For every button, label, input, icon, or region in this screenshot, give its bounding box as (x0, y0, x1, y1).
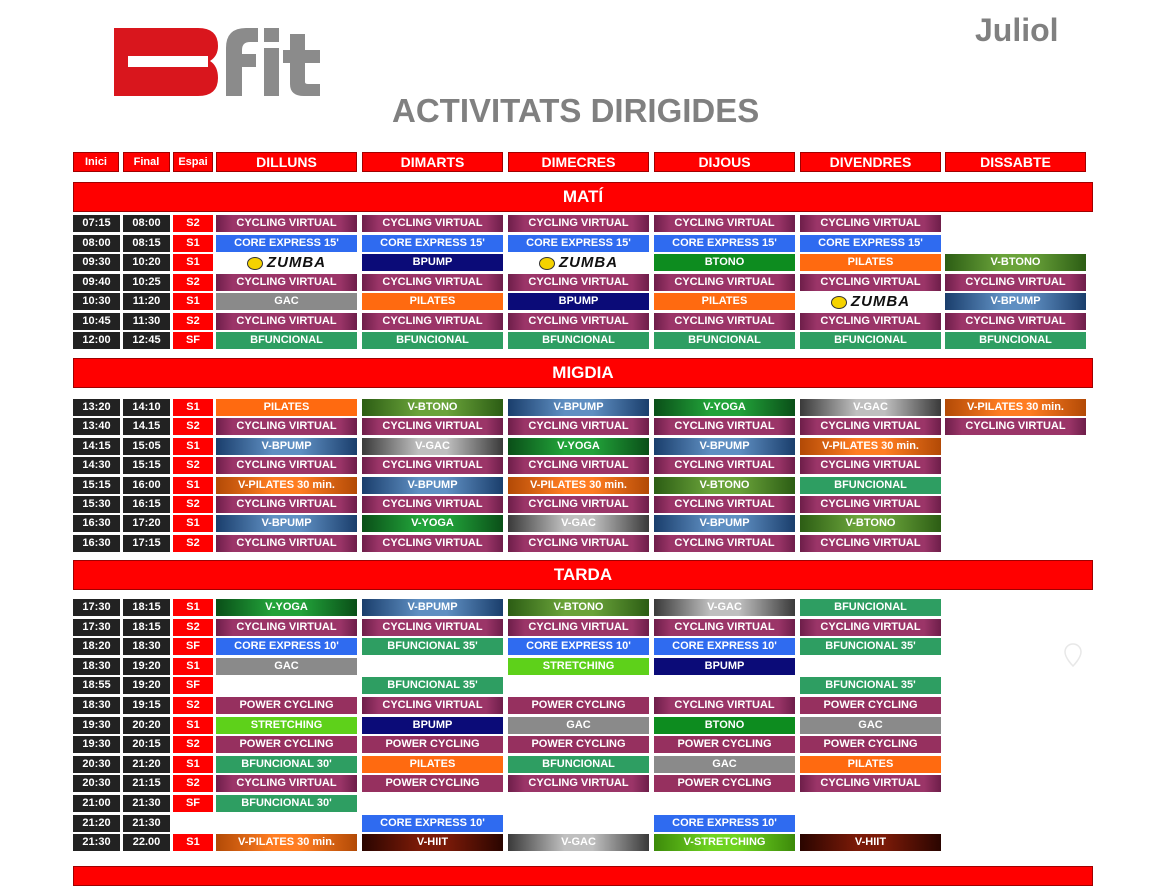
class-cell: GAC (216, 293, 357, 310)
schedule-row (0, 736, 1154, 753)
class-cell: CYCLING VIRTUAL (362, 274, 503, 291)
start-time: 18:30 (73, 658, 120, 675)
class-cell: GAC (508, 717, 649, 734)
room-badge: S2 (173, 215, 213, 232)
class-cell: CYCLING VIRTUAL (800, 496, 941, 513)
class-cell: POWER CYCLING (362, 736, 503, 753)
room-badge: S2 (173, 418, 213, 435)
class-cell: BFUNCIONAL 30' (216, 756, 357, 773)
class-cell: V-BTONO (800, 515, 941, 532)
schedule-row (0, 477, 1154, 494)
class-cell: PILATES (800, 254, 941, 271)
class-cell: V-BTONO (945, 254, 1086, 271)
end-time: 15:05 (123, 438, 170, 455)
class-cell: V-GAC (508, 515, 649, 532)
class-cell: V-BPUMP (216, 438, 357, 455)
col-header-dimecres: DIMECRES (508, 152, 649, 172)
class-cell: POWER CYCLING (508, 697, 649, 714)
class-cell: V-GAC (508, 834, 649, 851)
room-badge: S2 (173, 274, 213, 291)
class-cell: CYCLING VIRTUAL (362, 697, 503, 714)
footer-bar (73, 866, 1093, 886)
class-cell: CYCLING VIRTUAL (216, 418, 357, 435)
class-cell: CYCLING VIRTUAL (945, 313, 1086, 330)
class-cell: BFUNCIONAL (508, 332, 649, 349)
class-cell: V-BPUMP (362, 477, 503, 494)
schedule-row (0, 418, 1154, 435)
class-cell: BFUNCIONAL 30' (216, 795, 357, 812)
class-cell: BFUNCIONAL 35' (800, 638, 941, 655)
start-time: 21:30 (73, 834, 120, 851)
class-cell: CYCLING VIRTUAL (508, 535, 649, 552)
class-cell: CYCLING VIRTUAL (800, 457, 941, 474)
class-cell: CYCLING VIRTUAL (800, 274, 941, 291)
class-cell: CORE EXPRESS 15' (800, 235, 941, 252)
end-time: 17:20 (123, 515, 170, 532)
room-badge: S1 (173, 756, 213, 773)
schedule-row (0, 399, 1154, 416)
class-cell: CYCLING VIRTUAL (654, 313, 795, 330)
class-cell: CYCLING VIRTUAL (216, 274, 357, 291)
end-time: 08:00 (123, 215, 170, 232)
end-time: 18:15 (123, 599, 170, 616)
start-time: 10:30 (73, 293, 120, 310)
room-badge: S1 (173, 599, 213, 616)
class-cell: V-BPUMP (654, 515, 795, 532)
class-cell: CYCLING VIRTUAL (800, 313, 941, 330)
class-cell: BFUNCIONAL (362, 332, 503, 349)
class-cell: V-BPUMP (654, 438, 795, 455)
end-time: 19:20 (123, 658, 170, 675)
end-time: 12:45 (123, 332, 170, 349)
class-cell: PILATES (362, 756, 503, 773)
class-cell: CYCLING VIRTUAL (362, 619, 503, 636)
class-cell: STRETCHING (508, 658, 649, 675)
class-cell: BPUMP (362, 717, 503, 734)
room-badge: S1 (173, 438, 213, 455)
schedule-row (0, 619, 1154, 636)
room-badge: S1 (173, 477, 213, 494)
class-cell: BTONO (654, 717, 795, 734)
room-badge: S2 (173, 775, 213, 792)
class-cell: CORE EXPRESS 10' (362, 815, 503, 832)
class-cell: BFUNCIONAL (800, 332, 941, 349)
class-cell: CYCLING VIRTUAL (800, 535, 941, 552)
class-cell: GAC (216, 658, 357, 675)
class-cell: V-BTONO (654, 477, 795, 494)
class-cell: V-BTONO (362, 399, 503, 416)
schedule-row (0, 717, 1154, 734)
class-cell: BFUNCIONAL (508, 756, 649, 773)
end-time: 21:30 (123, 815, 170, 832)
start-time: 18:55 (73, 677, 120, 694)
start-time: 16:30 (73, 515, 120, 532)
class-cell: PILATES (800, 756, 941, 773)
schedule-row (0, 274, 1154, 291)
room-badge: S2 (173, 457, 213, 474)
room-badge: S1 (173, 293, 213, 310)
schedule-row (0, 313, 1154, 330)
end-time: 18:15 (123, 619, 170, 636)
start-time: 21:20 (73, 815, 120, 832)
start-time: 15:30 (73, 496, 120, 513)
class-cell: CORE EXPRESS 15' (654, 235, 795, 252)
col-header-inici: Inici (73, 152, 119, 172)
start-time: 10:45 (73, 313, 120, 330)
class-cell: BFUNCIONAL (800, 477, 941, 494)
schedule-row (0, 515, 1154, 532)
col-header-dissabte: DISSABTE (945, 152, 1086, 172)
class-cell: CYCLING VIRTUAL (800, 418, 941, 435)
class-cell: PILATES (362, 293, 503, 310)
start-time: 07:15 (73, 215, 120, 232)
class-cell: V-BPUMP (362, 599, 503, 616)
start-time: 17:30 (73, 599, 120, 616)
class-cell: V-PILATES 30 min. (216, 834, 357, 851)
end-time: 20:20 (123, 717, 170, 734)
class-cell: CYCLING VIRTUAL (216, 496, 357, 513)
class-cell: CYCLING VIRTUAL (508, 418, 649, 435)
schedule-row (0, 293, 1154, 310)
start-time: 08:00 (73, 235, 120, 252)
start-time: 12:00 (73, 332, 120, 349)
class-cell: CORE EXPRESS 15' (216, 235, 357, 252)
start-time: 21:00 (73, 795, 120, 812)
class-cell: CYCLING VIRTUAL (654, 457, 795, 474)
class-cell: CYCLING VIRTUAL (654, 535, 795, 552)
class-cell: CYCLING VIRTUAL (216, 619, 357, 636)
class-cell: CYCLING VIRTUAL (216, 457, 357, 474)
class-cell: GAC (800, 717, 941, 734)
class-cell: BFUNCIONAL 35' (362, 638, 503, 655)
class-cell: V-GAC (654, 599, 795, 616)
bfit-logo (114, 24, 334, 98)
end-time: 20:15 (123, 736, 170, 753)
month-label: Juliol (975, 12, 1059, 48)
class-cell: CYCLING VIRTUAL (362, 535, 503, 552)
end-time: 21:20 (123, 756, 170, 773)
class-cell: CYCLING VIRTUAL (508, 274, 649, 291)
class-cell: V-PILATES 30 min. (508, 477, 649, 494)
class-cell: GAC (654, 756, 795, 773)
end-time: 21:15 (123, 775, 170, 792)
class-cell: PILATES (216, 399, 357, 416)
start-time: 09:40 (73, 274, 120, 291)
schedule-row (0, 775, 1154, 792)
class-cell: CYCLING VIRTUAL (654, 215, 795, 232)
start-time: 17:30 (73, 619, 120, 636)
room-badge: S2 (173, 313, 213, 330)
room-badge: S1 (173, 658, 213, 675)
section-migdia: MIGDIA (73, 358, 1093, 388)
class-cell: V-YOGA (654, 399, 795, 416)
end-time: 14:10 (123, 399, 170, 416)
col-header-dilluns: DILLUNS (216, 152, 357, 172)
schedule-row (0, 658, 1154, 675)
class-cell: V-YOGA (362, 515, 503, 532)
class-cell: BFUNCIONAL 35' (800, 677, 941, 694)
class-cell: V-BTONO (508, 599, 649, 616)
class-cell: CYCLING VIRTUAL (508, 775, 649, 792)
schedule-row (0, 457, 1154, 474)
class-cell: V-PILATES 30 min. (945, 399, 1086, 416)
class-cell: CORE EXPRESS 10' (654, 815, 795, 832)
class-cell: CYCLING VIRTUAL (800, 775, 941, 792)
start-time: 20:30 (73, 775, 120, 792)
class-cell: CYCLING VIRTUAL (216, 775, 357, 792)
room-badge: S1 (173, 235, 213, 252)
class-cell: CYCLING VIRTUAL (654, 418, 795, 435)
class-cell: V-BPUMP (508, 399, 649, 416)
class-cell: CYCLING VIRTUAL (800, 215, 941, 232)
class-cell: POWER CYCLING (216, 736, 357, 753)
class-cell: V-HIIT (800, 834, 941, 851)
class-cell: BPUMP (362, 254, 503, 271)
start-time: 15:15 (73, 477, 120, 494)
class-cell: V-GAC (800, 399, 941, 416)
end-time: 11:20 (123, 293, 170, 310)
section-mati: MATÍ (73, 182, 1093, 212)
schedule-row (0, 697, 1154, 714)
room-badge: S1 (173, 717, 213, 734)
class-cell: BPUMP (654, 658, 795, 675)
class-cell: V-HIIT (362, 834, 503, 851)
class-label: ZUMBA (558, 254, 619, 271)
class-cell: CYCLING VIRTUAL (216, 535, 357, 552)
zumba-logo-icon (247, 257, 263, 270)
schedule-row (0, 638, 1154, 655)
schedule-row (0, 535, 1154, 552)
class-cell: V-STRETCHING (654, 834, 795, 851)
class-cell: BFUNCIONAL 35' (362, 677, 503, 694)
end-time: 16:00 (123, 477, 170, 494)
class-cell: POWER CYCLING (800, 736, 941, 753)
zumba-logo-icon (539, 257, 555, 270)
room-badge: S2 (173, 496, 213, 513)
class-cell: POWER CYCLING (508, 736, 649, 753)
class-cell: CORE EXPRESS 10' (654, 638, 795, 655)
schedule-row (0, 677, 1154, 694)
schedule-row (0, 815, 1154, 832)
start-time: 19:30 (73, 736, 120, 753)
end-time: 10:25 (123, 274, 170, 291)
room-badge: S2 (173, 619, 213, 636)
start-time: 09:30 (73, 254, 120, 271)
class-cell: CYCLING VIRTUAL (654, 274, 795, 291)
class-cell: CYCLING VIRTUAL (945, 418, 1086, 435)
class-cell: CYCLING VIRTUAL (362, 313, 503, 330)
col-header-dimarts: DIMARTS (362, 152, 503, 172)
zumba-logo-icon (831, 296, 847, 309)
col-header-espai: Espai (173, 152, 213, 172)
class-cell: PILATES (654, 293, 795, 310)
end-time: 22.00 (123, 834, 170, 851)
schedule-row (0, 756, 1154, 773)
room-badge: S2 (173, 736, 213, 753)
class-cell: CYCLING VIRTUAL (508, 619, 649, 636)
class-label: ZUMBA (266, 254, 327, 271)
start-time: 14:30 (73, 457, 120, 474)
class-cell: V-YOGA (216, 599, 357, 616)
class-cell (216, 254, 357, 271)
schedule-row (0, 599, 1154, 616)
class-cell: CYCLING VIRTUAL (800, 619, 941, 636)
room-badge: S1 (173, 254, 213, 271)
end-time: 19:15 (123, 697, 170, 714)
col-header-divendres: DIVENDRES (800, 152, 941, 172)
start-time: 13:40 (73, 418, 120, 435)
class-cell: POWER CYCLING (216, 697, 357, 714)
class-cell: BPUMP (508, 293, 649, 310)
start-time: 18:20 (73, 638, 120, 655)
class-cell: CYCLING VIRTUAL (508, 215, 649, 232)
class-cell: CORE EXPRESS 15' (508, 235, 649, 252)
room-badge: SF (173, 795, 213, 812)
start-time: 20:30 (73, 756, 120, 773)
class-cell: BFUNCIONAL (654, 332, 795, 349)
end-time: 08:15 (123, 235, 170, 252)
class-cell: CYCLING VIRTUAL (216, 215, 357, 232)
end-time: 17:15 (123, 535, 170, 552)
class-cell: CYCLING VIRTUAL (654, 697, 795, 714)
class-cell (800, 293, 941, 310)
start-time: 18:30 (73, 697, 120, 714)
schedule-row (0, 235, 1154, 252)
col-header-dijous: DIJOUS (654, 152, 795, 172)
class-cell: STRETCHING (216, 717, 357, 734)
class-cell: CYCLING VIRTUAL (945, 274, 1086, 291)
class-cell: CORE EXPRESS 15' (362, 235, 503, 252)
class-cell: BTONO (654, 254, 795, 271)
schedule-row (0, 254, 1154, 271)
end-time: 18:30 (123, 638, 170, 655)
class-cell: POWER CYCLING (800, 697, 941, 714)
start-time: 13:20 (73, 399, 120, 416)
page-title: ACTIVITATS DIRIGIDES (392, 92, 760, 129)
end-time: 21:30 (123, 795, 170, 812)
class-cell: V-BPUMP (945, 293, 1086, 310)
room-badge: SF (173, 638, 213, 655)
class-cell: BFUNCIONAL (216, 332, 357, 349)
start-time: 14:15 (73, 438, 120, 455)
room-badge: S2 (173, 535, 213, 552)
class-cell: CORE EXPRESS 10' (508, 638, 649, 655)
schedule-row (0, 332, 1154, 349)
class-cell: V-GAC (362, 438, 503, 455)
class-cell: V-BPUMP (216, 515, 357, 532)
schedule-row (0, 215, 1154, 232)
room-badge: S1 (173, 515, 213, 532)
class-cell: CYCLING VIRTUAL (362, 457, 503, 474)
schedule-row (0, 795, 1154, 812)
room-badge: SF (173, 677, 213, 694)
class-cell: POWER CYCLING (654, 775, 795, 792)
col-header-final: Final (123, 152, 170, 172)
class-cell: V-PILATES 30 min. (800, 438, 941, 455)
class-cell: CYCLING VIRTUAL (508, 496, 649, 513)
class-cell: V-YOGA (508, 438, 649, 455)
room-badge: S1 (173, 399, 213, 416)
room-badge: SF (173, 332, 213, 349)
class-cell: CYCLING VIRTUAL (362, 496, 503, 513)
class-cell: CYCLING VIRTUAL (654, 496, 795, 513)
class-cell: POWER CYCLING (654, 736, 795, 753)
class-cell: CYCLING VIRTUAL (654, 619, 795, 636)
class-cell: CORE EXPRESS 10' (216, 638, 357, 655)
room-badge: S2 (173, 697, 213, 714)
schedule-row (0, 496, 1154, 513)
end-time: 15:15 (123, 457, 170, 474)
end-time: 14.15 (123, 418, 170, 435)
class-cell (508, 254, 649, 271)
class-cell: CYCLING VIRTUAL (362, 418, 503, 435)
class-cell: BFUNCIONAL (800, 599, 941, 616)
class-cell: POWER CYCLING (362, 775, 503, 792)
class-cell: BFUNCIONAL (945, 332, 1086, 349)
class-cell: CYCLING VIRTUAL (216, 313, 357, 330)
end-time: 19:20 (123, 677, 170, 694)
section-tarda: TARDA (73, 560, 1093, 590)
end-time: 16:15 (123, 496, 170, 513)
class-cell: CYCLING VIRTUAL (508, 313, 649, 330)
schedule-row (0, 834, 1154, 851)
end-time: 11:30 (123, 313, 170, 330)
class-cell: CYCLING VIRTUAL (508, 457, 649, 474)
class-label: ZUMBA (850, 293, 911, 310)
class-cell: CYCLING VIRTUAL (362, 215, 503, 232)
room-badge: S1 (173, 834, 213, 851)
schedule-row (0, 438, 1154, 455)
start-time: 19:30 (73, 717, 120, 734)
start-time: 16:30 (73, 535, 120, 552)
end-time: 10:20 (123, 254, 170, 271)
class-cell: V-PILATES 30 min. (216, 477, 357, 494)
